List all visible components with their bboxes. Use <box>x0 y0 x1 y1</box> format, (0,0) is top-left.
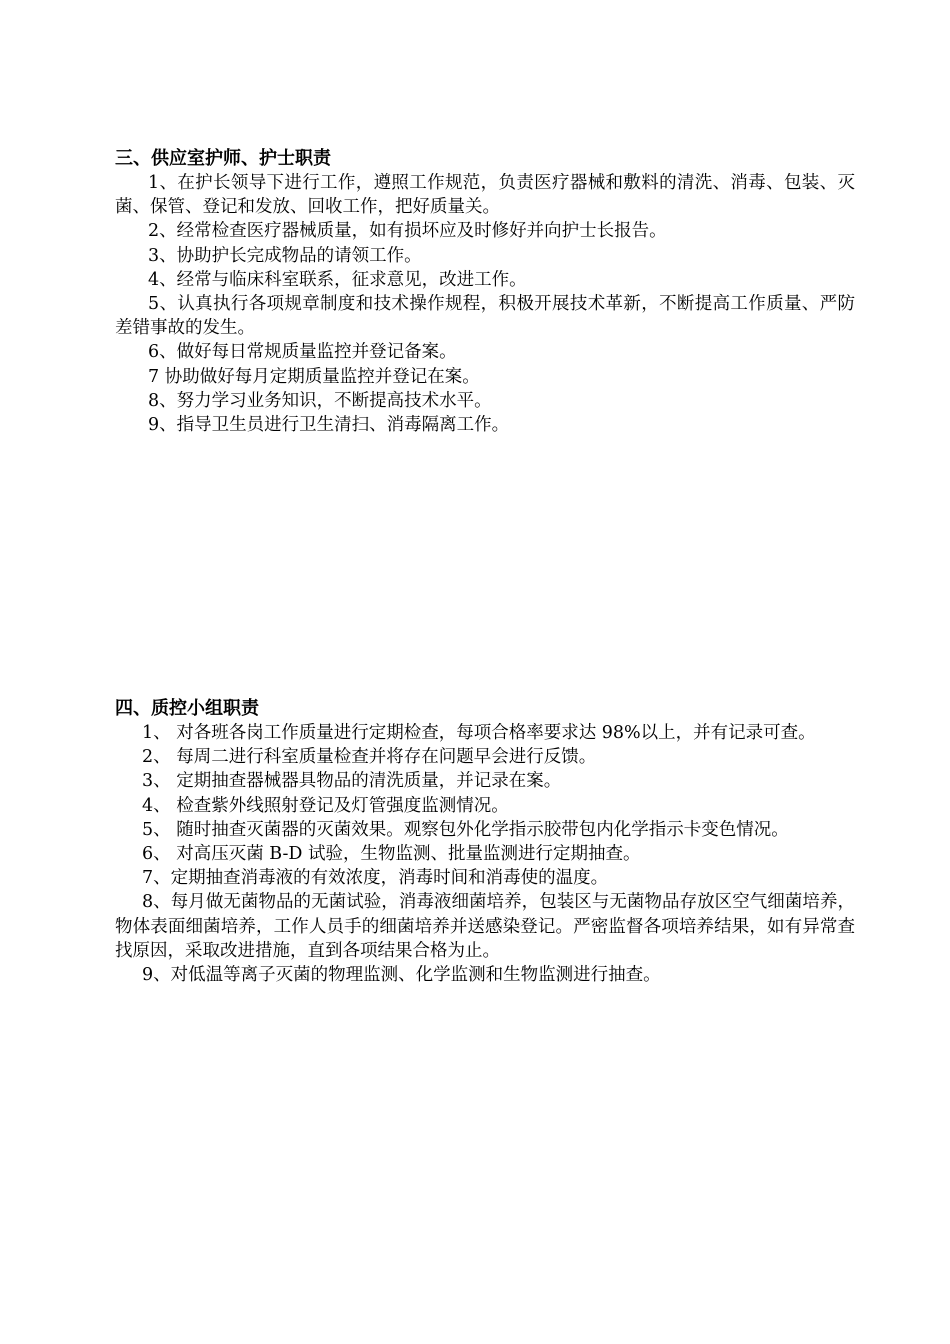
list-item: 1、 对各班各岗工作质量进行定期检查，每项合格率要求达 98%以上，并有记录可查。 <box>142 723 816 743</box>
section-quality-control-duties <box>115 697 855 987</box>
list-item: 9、指导卫生员进行卫生清扫、消毒隔离工作。 <box>148 415 510 436</box>
list-item: 9、对低温等离子灭菌的物理监测、化学监测和生物监测进行抽查。 <box>142 965 661 986</box>
list-item: 6、 对高压灭菌 B-D 试验，生物监测、批量监测进行定期抽查。 <box>142 844 641 865</box>
list-item: 2、经常检查医疗器械质量，如有损坏应及时修好并向护士长报告。 <box>148 221 667 242</box>
list-item: 7 协助做好每月定期质量监控并登记在案。 <box>148 366 480 387</box>
list-item: 5、认真执行各项规章制度和技术操作规程，积极开展技术革新，不断提高工作质量、严防差错事故的发生。 <box>115 294 855 339</box>
list-item: 3、 定期抽查器械器具物品的清洗质量，并记录在案。 <box>142 771 562 792</box>
section-heading: 四、质控小组职责 <box>115 698 259 719</box>
list-item: 7、定期抽查消毒液的有效浓度，消毒时间和消毒使的温度。 <box>142 868 609 889</box>
list-item: 2、 每周二进行科室质量检查并将存在问题早会进行反馈。 <box>142 747 597 768</box>
list-item: 4、经常与临床科室联系，征求意见，改进工作。 <box>148 269 527 290</box>
list-item: 5、 随时抽查灭菌器的灭菌效果。观察包外化学指示胶带包内化学指示卡变色情况。 <box>142 819 789 840</box>
list-item: 1、在护长领导下进行工作，遵照工作规范，负责医疗器械和敷料的清洗、消毒、包装、灭菌、保管、登记和发放、回收工作，把好质量关。 <box>115 173 855 218</box>
section-heading: 三、供应室护师、护士职责 <box>115 148 331 169</box>
list-item: 3、协助护长完成物品的请领工作。 <box>148 245 422 266</box>
list-item: 8、努力学习业务知识，不断提高技术水平。 <box>148 390 492 411</box>
list-item: 6、做好每日常规质量监控并登记备案。 <box>148 342 457 363</box>
section-nurse-duties <box>115 147 855 437</box>
list-item: 8、每月做无菌物品的无菌试验，消毒液细菌培养，包装区与无菌物品存放区空气细菌培养，物体表面细菌培养，工作人员手的细菌培养并送感染登记。严密监督各项培养结果，如有异常查找原因，采取改进措施，直到各项结果合格为止。 <box>115 892 855 961</box>
list-item: 4、 检查紫外线照射登记及灯管强度监测情况。 <box>142 795 509 816</box>
